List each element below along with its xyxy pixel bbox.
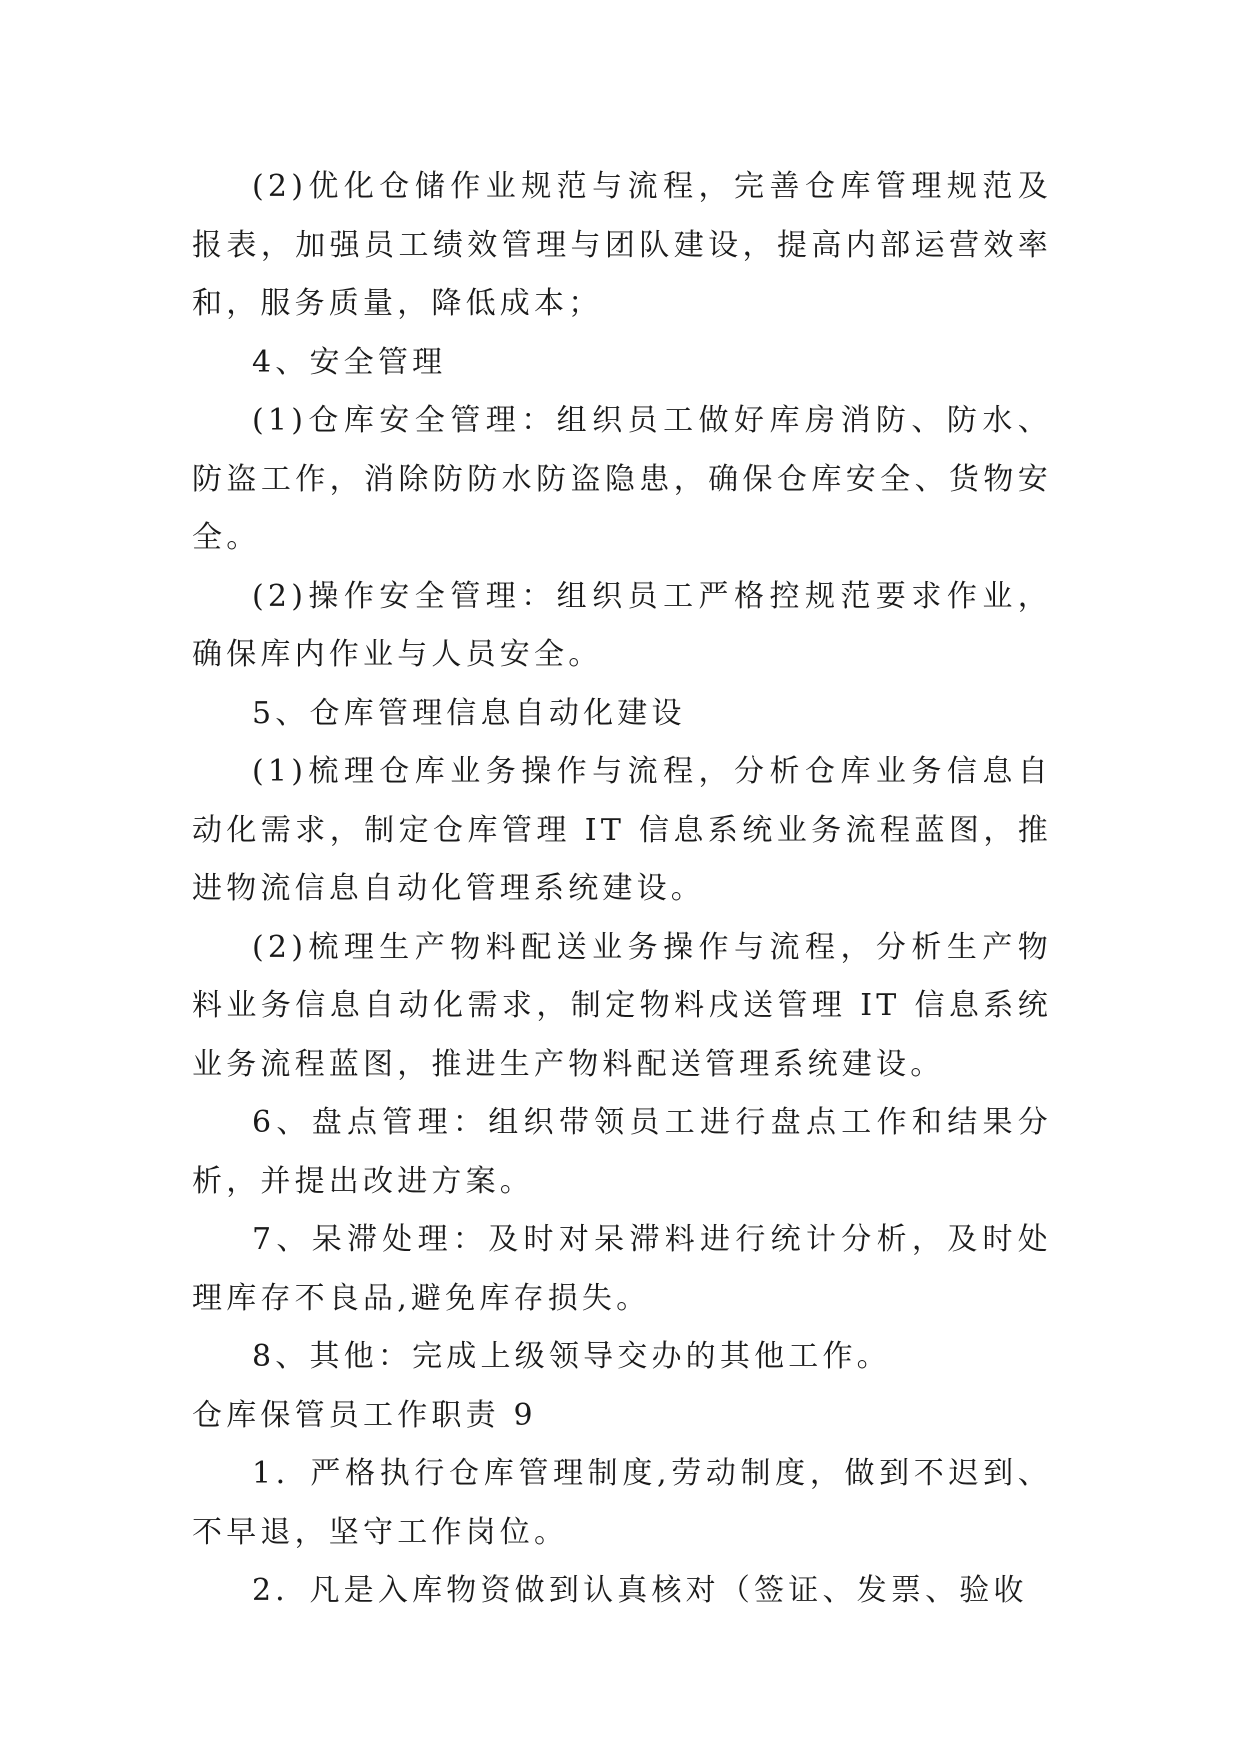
document-title: 仓库保管员工作职责 9 [192,1397,537,1433]
paragraph: (2)操作安全管理：组织员工严格控规范要求作业，确保库内作业与人员安全。 [192,578,1052,672]
paragraph: 7、呆滞处理：及时对呆滞料进行统计分析，及时处理库存不良品,避免库存损失。 [192,1222,1052,1316]
paragraph: 1．严格执行仓库管理制度,劳动制度，做到不迟到、不早退，坚守工作岗位。 [192,1456,1052,1550]
paragraph: 2．凡是入库物资做到认真核对（签证、发票、验收 [252,1573,1028,1608]
paragraph: (1)仓库安全管理：组织员工做好库房消防、防水、防盗工作，消除防防水防盗隐患，确保仓库安全、货物安全。 [192,403,1052,555]
paragraph: (2)梳理生产物料配送业务操作与流程，分析生产物料业务信息自动化需求，制定物料戌送管理 IT 信息系统业务流程蓝图，推进生产物料配送管理系统建设。 [192,929,1052,1082]
paragraph: 8、其他：完成上级领导交办的其他工作。 [252,1339,891,1374]
paragraph: 6、盘点管理：组织带领员工进行盘点工作和结果分析，并提出改进方案。 [192,1105,1052,1199]
document-body [192,158,1052,1621]
section-heading: 4、安全管理 [252,344,447,380]
paragraph: (1)梳理仓库业务操作与流程，分析仓库业务信息自动化需求，制定仓库管理 IT 信息系统业务流程蓝图，推进物流信息自动化管理系统建设。 [192,754,1052,906]
section-heading: 5、仓库管理信息自动化建设 [252,695,686,731]
paragraph: (2)优化仓储作业规范与流程，完善仓库管理规范及报表，加强员工绩效管理与团队建设，提高内部运营效率和，服务质量，降低成本； [192,169,1052,321]
